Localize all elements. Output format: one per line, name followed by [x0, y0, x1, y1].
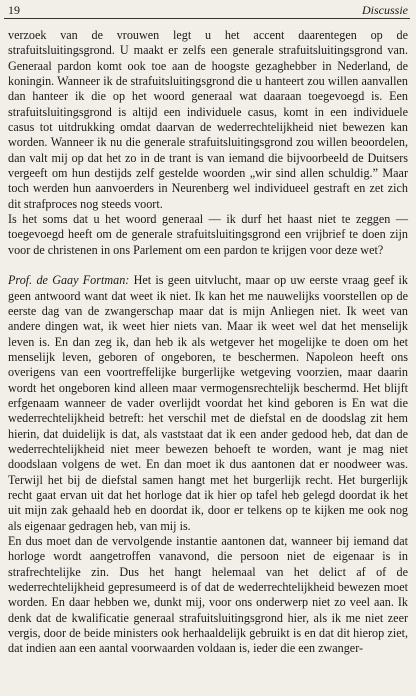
- page-number: 19: [8, 3, 20, 17]
- paragraph-4: En dus moet dan de vervolgende instantie aantonen dat, wanneer bij iemand dat horloge wordt aangetroffen vanavond, die persoon niet de eigenaar is in strafrechtelijke zin. Dus het hangt helemaal van het delict af of de wederrechtelijkheid gepresumeerd is of dat de wederrechtelijkheid bewezen moet worden. En daar hebben we, dunkt mij, voor ons onderwerp niet zo veel aan. Ik denk dat de kwalificatie generaal strafuitsluitingsgrond hier, als ik me niet zeer vergis, door de beide ministers ook herhaaldelijk gebruikt is en dat dit hierop ziet, dat indien aan een aantal voorwaarden voldaan is, ieder die een zwanger-: [8, 534, 408, 656]
- speaker-name: Prof. de Gaay Fortman:: [8, 273, 130, 288]
- paragraph-1: verzoek van de vrouwen legt u het accent daarentegen op de strafuitsluitingsgrond. U maakt er zelfs een generale strafuitsluitingsgrond van. Generaal pardon komt ook toe aan de hoogste gezaghebber in Nederland, de koningin. Wanneer ik de strafuitsluitingsgrond die u hanteert zou willen aanvallen dan hanteer ik die op het woord generaal wat daaraan toegevoegd is. Een strafuitsluitingsgrond is altijd een individuele casus, komt in een individuele casus tot uitdrukking omdat daarvan de wederrechtelijkheid niet bewezen kan worden. Wanneer ik nu die generale strafuitsluitingsgrond zou willen beoordelen, dan valt mij op dat het zo in de trant is van iemand die bijvoorbeeld de Duitsers vergeeft om hun destijds zelf gestelde woorden „wir sind allen schuldig.” Maar toch werden hun aanvoerders in Neurenberg wel individueel gestraft en zet zich dit strafproces nog steeds voort.: [8, 28, 408, 211]
- page-header: [4, 2, 410, 19]
- paragraph-2: Is het soms dat u het woord generaal — ik durf het haast niet te zeggen — toegevoegd heeft om de generale strafuitsluitingsgrond een vrijbrief te doen zijn voor de christenen in ons Parlement om een pardon te krijgen voor deze wet?: [8, 212, 408, 257]
- section-title: Discussie: [362, 3, 408, 17]
- paragraph-3: [8, 273, 408, 534]
- document-body: [8, 28, 408, 657]
- paragraph-3-text: Het is geen uitvlucht, maar op uw eerste vraag geef ik geen antwoord want dat weet ik niet. Ik kan het me nauwelijks voorstellen op de eerste dag van de zwangerschap maar dat is mijn Anliegen niet. Ik weet van andere dingen wat, ik weet hier niets van. Maar ik weet wel dat het menselijk leven is. En dan zeg ik, dan heb ik als wetgever het mogelijke te doen om het menselijk leven, geboren of ongeboren, te beschermen. Napoleon heeft ons overigens van een voortreffelijke burgerlijke wetgeving voorzien, maar daarin wordt het ongeboren kind alleen maar vermogensrechtelijk beschermd. Het blijft erfgenaam wanneer de vader overlijdt voordat het kind geboren is En wat die wederrechtelijkheid betreft: het verschil met de diefstal en de doodslag zit hem hierin, dat duidelijk is dat, als vaststaat dat ik een ander gedood heb, dat dan de wederrechtelijkheid niet meer bewezen behoeft te worden, want je mag niet doodslaan volgens de wet. En dan moet ik dus aantonen dat er noodweer was. Terwijl het bij de diefstal samen hangt met het burgerlijk recht. Het burgerlijk recht gaat ervan uit dat het horloge dat ik hier op tafel heb gelegd doordat ik het uit mijn zak gehaald heb en doordat ik, door er telkens op te kijken me ook nog als eigenaar gedragen heb, van mij is.: [8, 273, 408, 533]
